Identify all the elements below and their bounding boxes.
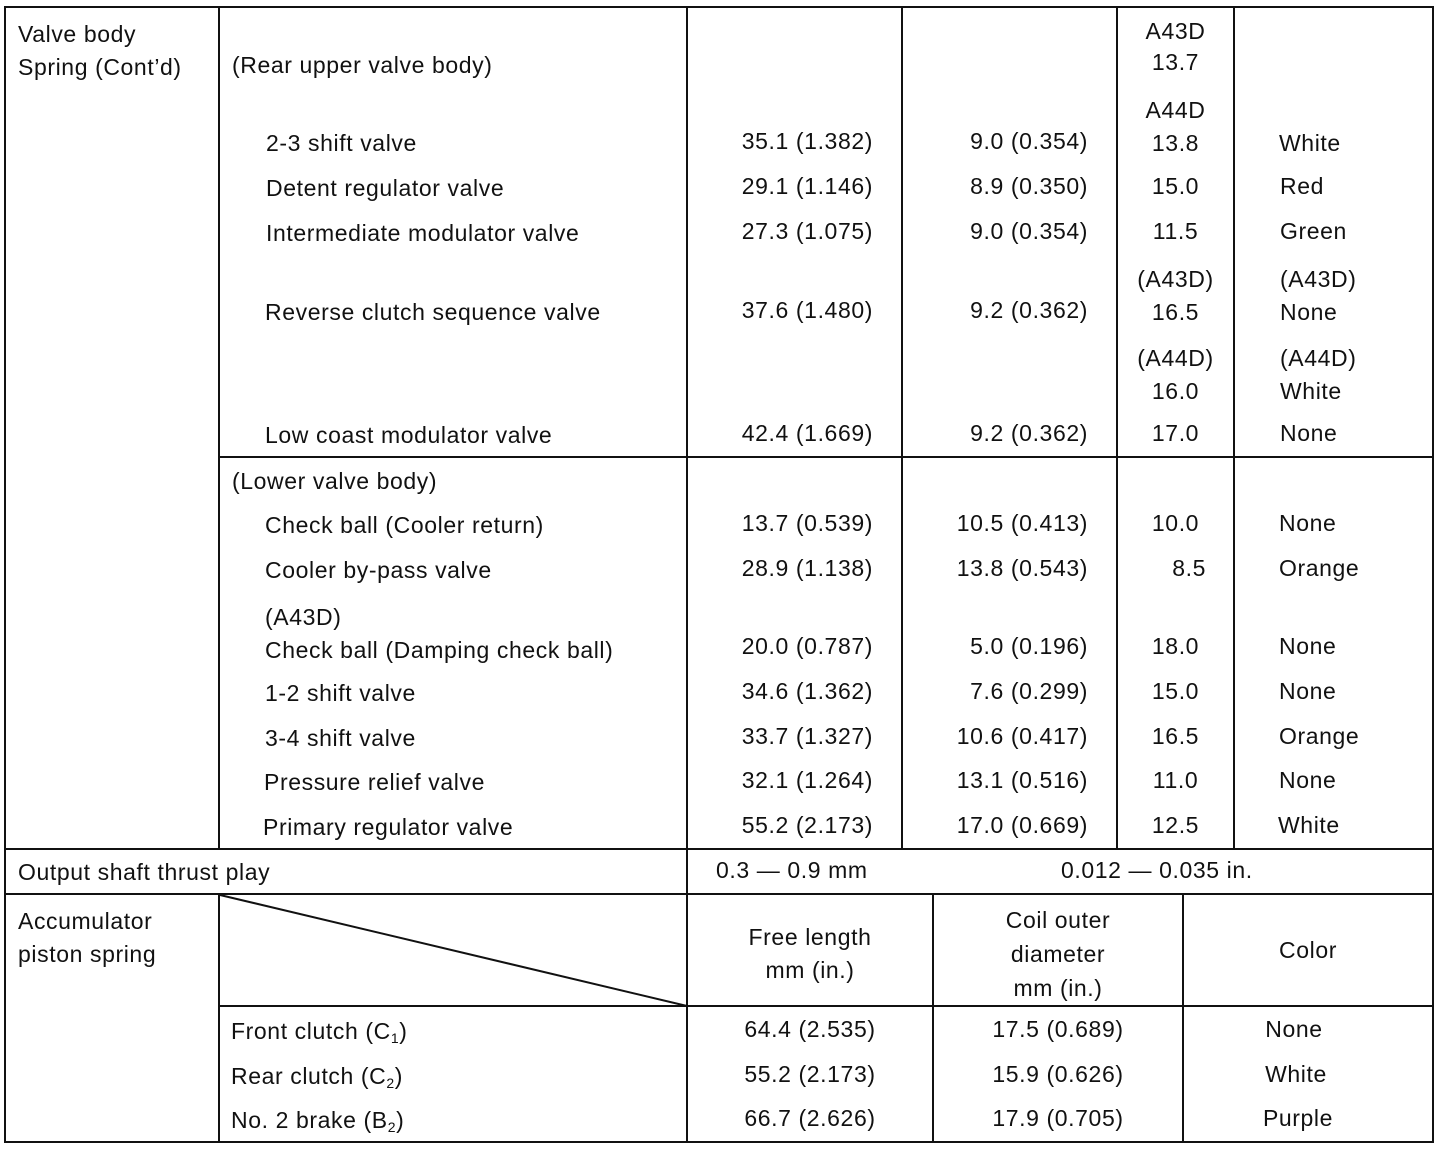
acc-outer-dia-value: 17.9 (0.705)	[992, 1105, 1124, 1131]
acc-outer-dia-value: 15.9 (0.626)	[992, 1061, 1124, 1087]
row-name: Primary regulator valve	[263, 814, 514, 840]
turns-value: (A43D) 16.5	[1137, 266, 1214, 325]
turns-a43d-label: A43D 13.7	[1145, 18, 1206, 75]
thrust-play-mm: 0.3 — 0.9 mm	[716, 857, 868, 883]
color-value: None	[1279, 510, 1337, 536]
outer-dia-value: 8.9 (0.350)	[970, 173, 1088, 199]
acc-free-length-value: 64.4 (2.535)	[744, 1016, 876, 1042]
row-name: Low coast modulator valve	[265, 422, 553, 448]
acc-row-name: Rear clutch $(C_2)$	[231, 1063, 404, 1091]
accumulator-label: Accumulator piston spring	[18, 908, 157, 967]
free-length-value: 33.7 (1.327)	[741, 723, 873, 749]
outer-dia-value: 9.2 (0.362)	[970, 297, 1088, 323]
outer-dia-value: 10.5 (0.413)	[956, 510, 1088, 536]
free-length-value: 35.1 (1.382)	[741, 128, 873, 154]
row-name: Pressure relief valve	[264, 769, 485, 795]
turns-value: 15.0	[1151, 173, 1200, 199]
acc-header-free-length: Free length mm (in.)	[748, 924, 872, 983]
row-name: 1-2 shift valve	[265, 680, 416, 706]
thrust-play-inch: 0.012 — 0.035 in.	[1061, 857, 1253, 883]
color-value: White	[1279, 130, 1341, 156]
row-name: (A43D) Check ball (Damping check ball)	[265, 604, 614, 663]
outer-dia-value: 9.0 (0.354)	[970, 218, 1088, 244]
free-length-value: 27.3 (1.075)	[741, 218, 873, 244]
outer-dia-value: 13.8 (0.543)	[956, 555, 1088, 581]
color-value: Orange	[1279, 723, 1360, 749]
color-value: (A43D) None	[1280, 266, 1357, 325]
free-length-value: 28.9 (1.138)	[741, 555, 873, 581]
acc-row-name: No. 2 brake $(B_2)$	[231, 1107, 405, 1135]
color-value: Green	[1280, 218, 1347, 244]
color-value: None	[1279, 678, 1337, 704]
free-length-value: 34.6 (1.362)	[741, 678, 873, 704]
free-length-value: 13.7 (0.539)	[741, 510, 873, 536]
turns-value: 18.0	[1151, 633, 1200, 659]
free-length-value: 37.6 (1.480)	[741, 297, 873, 323]
turns-value: 10.0	[1151, 510, 1200, 536]
row-name: 3-4 shift valve	[265, 725, 416, 751]
acc-color-value: Purple	[1262, 1105, 1334, 1131]
color-value: White	[1278, 812, 1340, 838]
turns-value: 12.5	[1151, 812, 1200, 838]
row-name: 2-3 shift valve	[266, 130, 417, 156]
turns-value: 11.5	[1152, 218, 1199, 244]
lower-header: (Lower valve body)	[232, 468, 438, 494]
color-value: None	[1280, 420, 1338, 446]
color-value: None	[1279, 633, 1337, 659]
outer-dia-value: 10.6 (0.417)	[956, 723, 1088, 749]
turns-value: 8.5	[1172, 555, 1206, 581]
free-length-value: 32.1 (1.264)	[741, 767, 873, 793]
thrust-play-label: Output shaft thrust play	[18, 859, 271, 885]
outer-dia-value: 13.1 (0.516)	[956, 767, 1088, 793]
row-name: Detent regulator valve	[266, 175, 505, 201]
outer-dia-value: 7.6 (0.299)	[970, 678, 1088, 704]
acc-color-value: None	[1265, 1016, 1323, 1042]
free-length-value: 42.4 (1.669)	[741, 420, 873, 446]
outer-dia-value: 17.0 (0.669)	[956, 812, 1088, 838]
color-value: (A44D) White	[1280, 345, 1357, 404]
turns-value: 16.5	[1151, 723, 1200, 749]
turns-value: 11.0	[1152, 767, 1199, 793]
free-length-value: 29.1 (1.146)	[741, 173, 873, 199]
free-length-value: 20.0 (0.787)	[741, 633, 873, 659]
turns-value: A44D 13.8	[1145, 97, 1206, 156]
acc-row-name: Front clutch $(C_1)$	[231, 1018, 408, 1046]
rear-upper-header: (Rear upper valve body)	[232, 52, 493, 78]
row-name: Reverse clutch sequence valve	[265, 299, 601, 325]
row-name: Cooler by-pass valve	[265, 557, 492, 583]
acc-header-color: Color	[1279, 937, 1337, 963]
outer-dia-value: 5.0 (0.196)	[970, 633, 1088, 659]
color-value: None	[1279, 767, 1337, 793]
acc-free-length-value: 66.7 (2.626)	[744, 1105, 876, 1131]
color-value: Red	[1280, 173, 1324, 199]
turns-value: 15.0	[1151, 678, 1200, 704]
turns-value: (A44D) 16.0	[1137, 345, 1214, 404]
section-valve-body-label: Valve body Spring (Cont’d)	[18, 21, 182, 80]
acc-header-outer-dia: Coil outer diameter mm (in.)	[1005, 907, 1111, 1001]
color-value: Orange	[1279, 555, 1360, 581]
outer-dia-value: 9.2 (0.362)	[970, 420, 1088, 446]
row-name: Intermediate modulator valve	[266, 220, 580, 246]
row-name: Check ball (Cooler return)	[265, 512, 544, 538]
acc-free-length-value: 55.2 (2.173)	[744, 1061, 876, 1087]
turns-value: 17.0	[1151, 420, 1200, 446]
acc-color-value: White	[1265, 1061, 1327, 1087]
outer-dia-value: 9.0 (0.354)	[970, 128, 1088, 154]
acc-outer-dia-value: 17.5 (0.689)	[992, 1016, 1124, 1042]
free-length-value: 55.2 (2.173)	[741, 812, 873, 838]
